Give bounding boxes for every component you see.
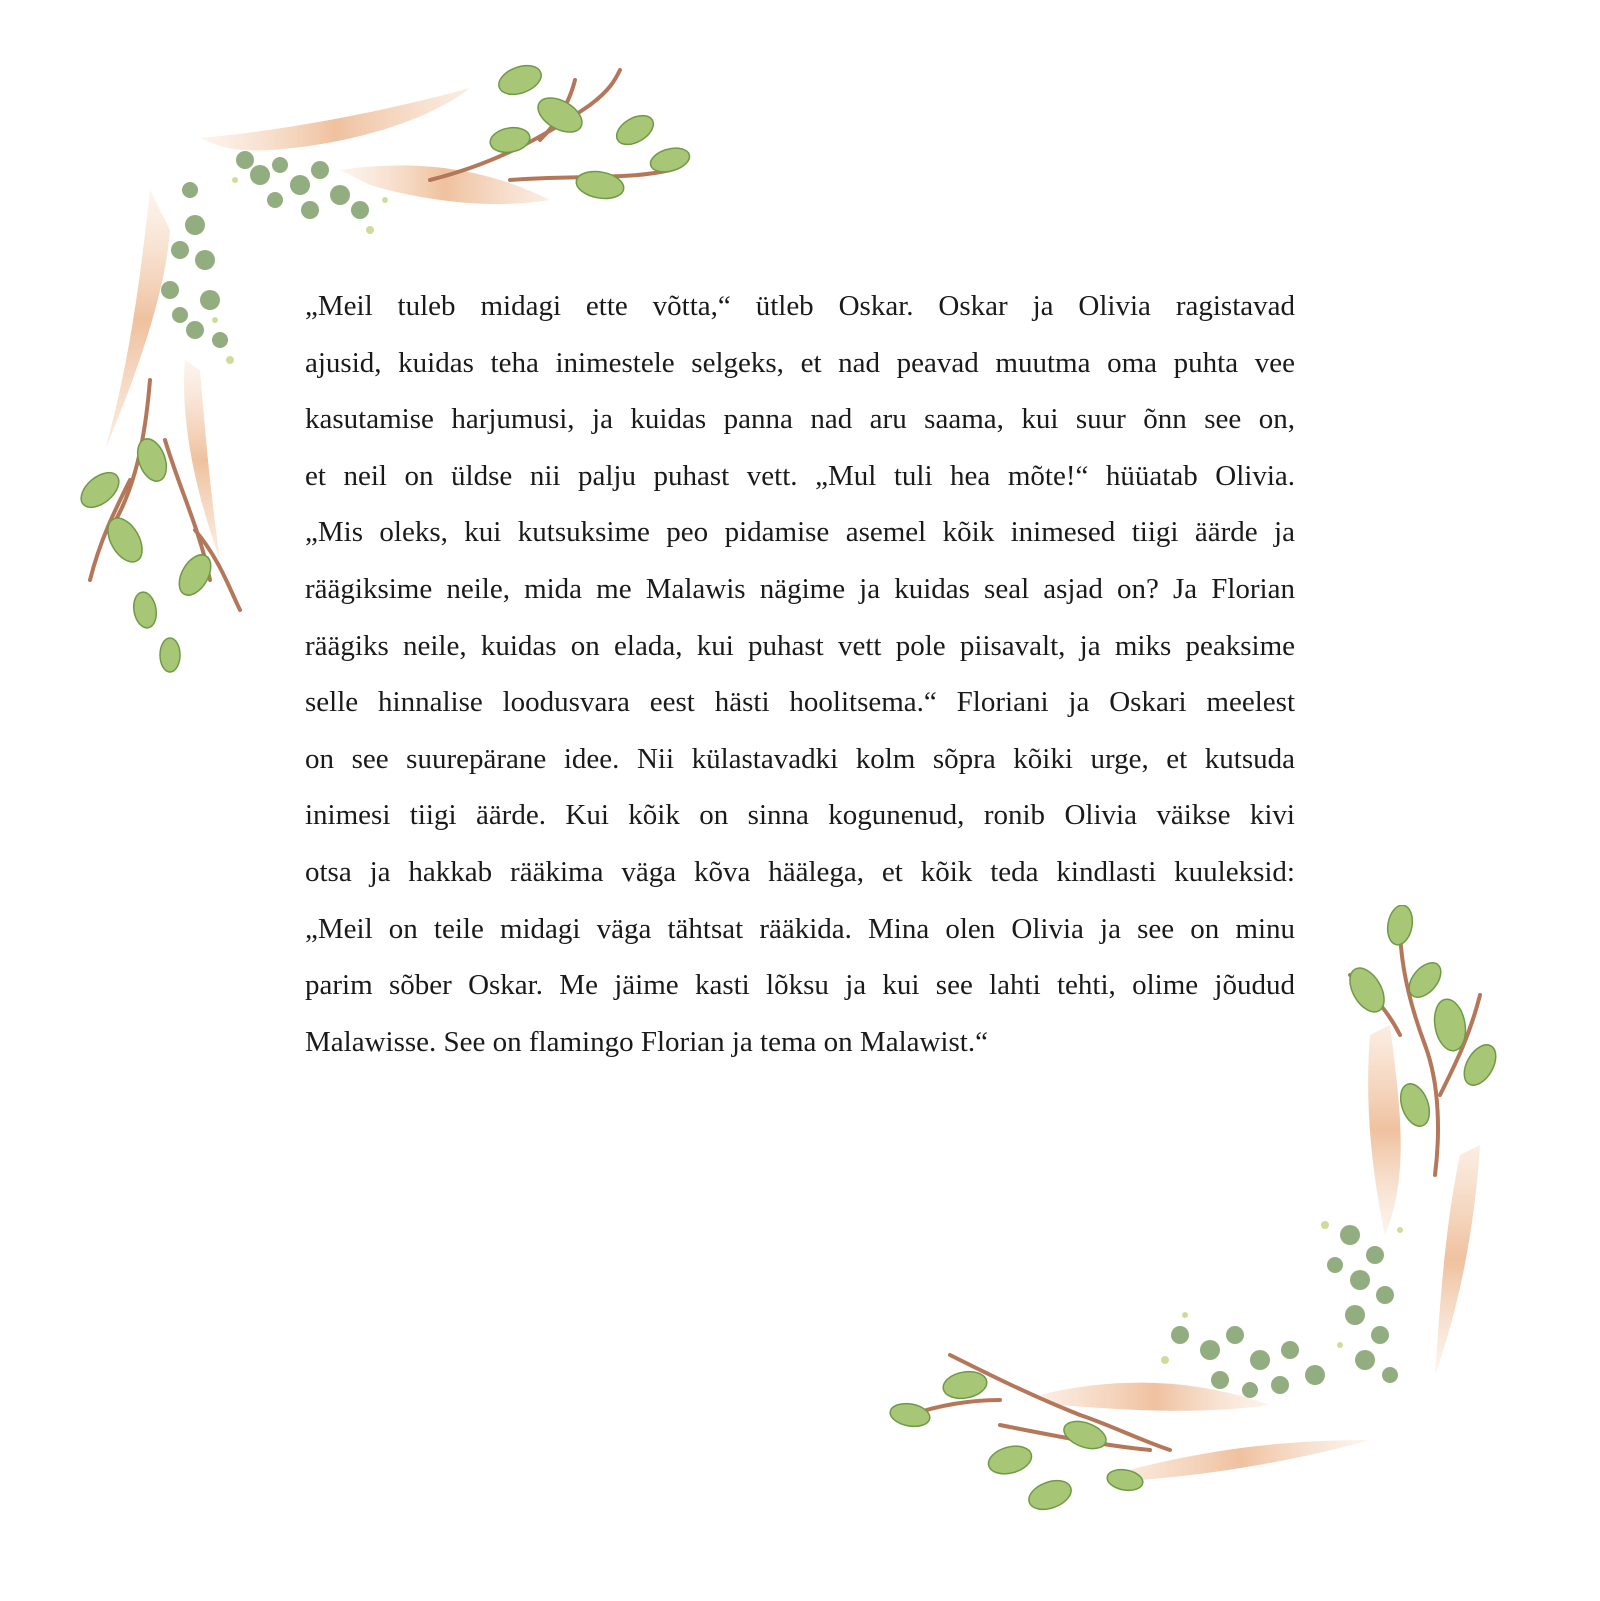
story-line: on see suurepärane idee. Nii külastavadki kolm sõpra kõiki urge, et kutsuda [305, 742, 1295, 775]
story-line: kasutamise harjumusi, ja kuidas panna nad aru saama, kui suur õnn see on, [305, 403, 1295, 436]
story-line: inimesi tiigi äärde. Kui kõik on sinna kogunenud, ronib Olivia väikse kivi [305, 799, 1295, 832]
story-line: ajusid, kuidas teha inimestele selgeks, et nad peavad muutma oma puhta vee [305, 346, 1295, 379]
story-line: et neil on üldse nii palju puhast vett. „Mul tuli hea mõte!“ hüüatab Olivia. [305, 459, 1295, 492]
story-line: räägiks neile, kuidas on elada, kui puhast vett pole piisavalt, ja miks peaksime [305, 629, 1295, 662]
story-line: „Meil tuleb midagi ette võtta,“ ütleb Oskar. Oskar ja Olivia ragistavad [305, 290, 1295, 322]
story-line: „Mis oleks, kui kutsuksime peo pidamise asemel kõik inimesed tiigi äärde ja [305, 516, 1295, 549]
story-line: parim sõber Oskar. Me jäime kasti lõksu ja kui see lahti tehti, olime jõudud [305, 969, 1295, 1002]
story-line: selle hinnalise loodusvara eest hästi hoolitsema.“ Floriani ja Oskari meelest [305, 686, 1295, 719]
story-line: „Meil on teile midagi väga tähtsat rääkida. Mina olen Olivia ja see on minu [305, 912, 1295, 945]
story-line-last: Malawisse. See on flamingo Florian ja tema on Malawist.“ [305, 1025, 988, 1058]
story-text [305, 278, 1295, 1070]
story-line: otsa ja hakkab rääkima väga kõva häälega, et kõik teda kindlasti kuuleksid: [305, 855, 1295, 888]
story-line: räägiksime neile, mida me Malawis nägime ja kuidas seal asjad on? Ja Florian [305, 572, 1295, 605]
